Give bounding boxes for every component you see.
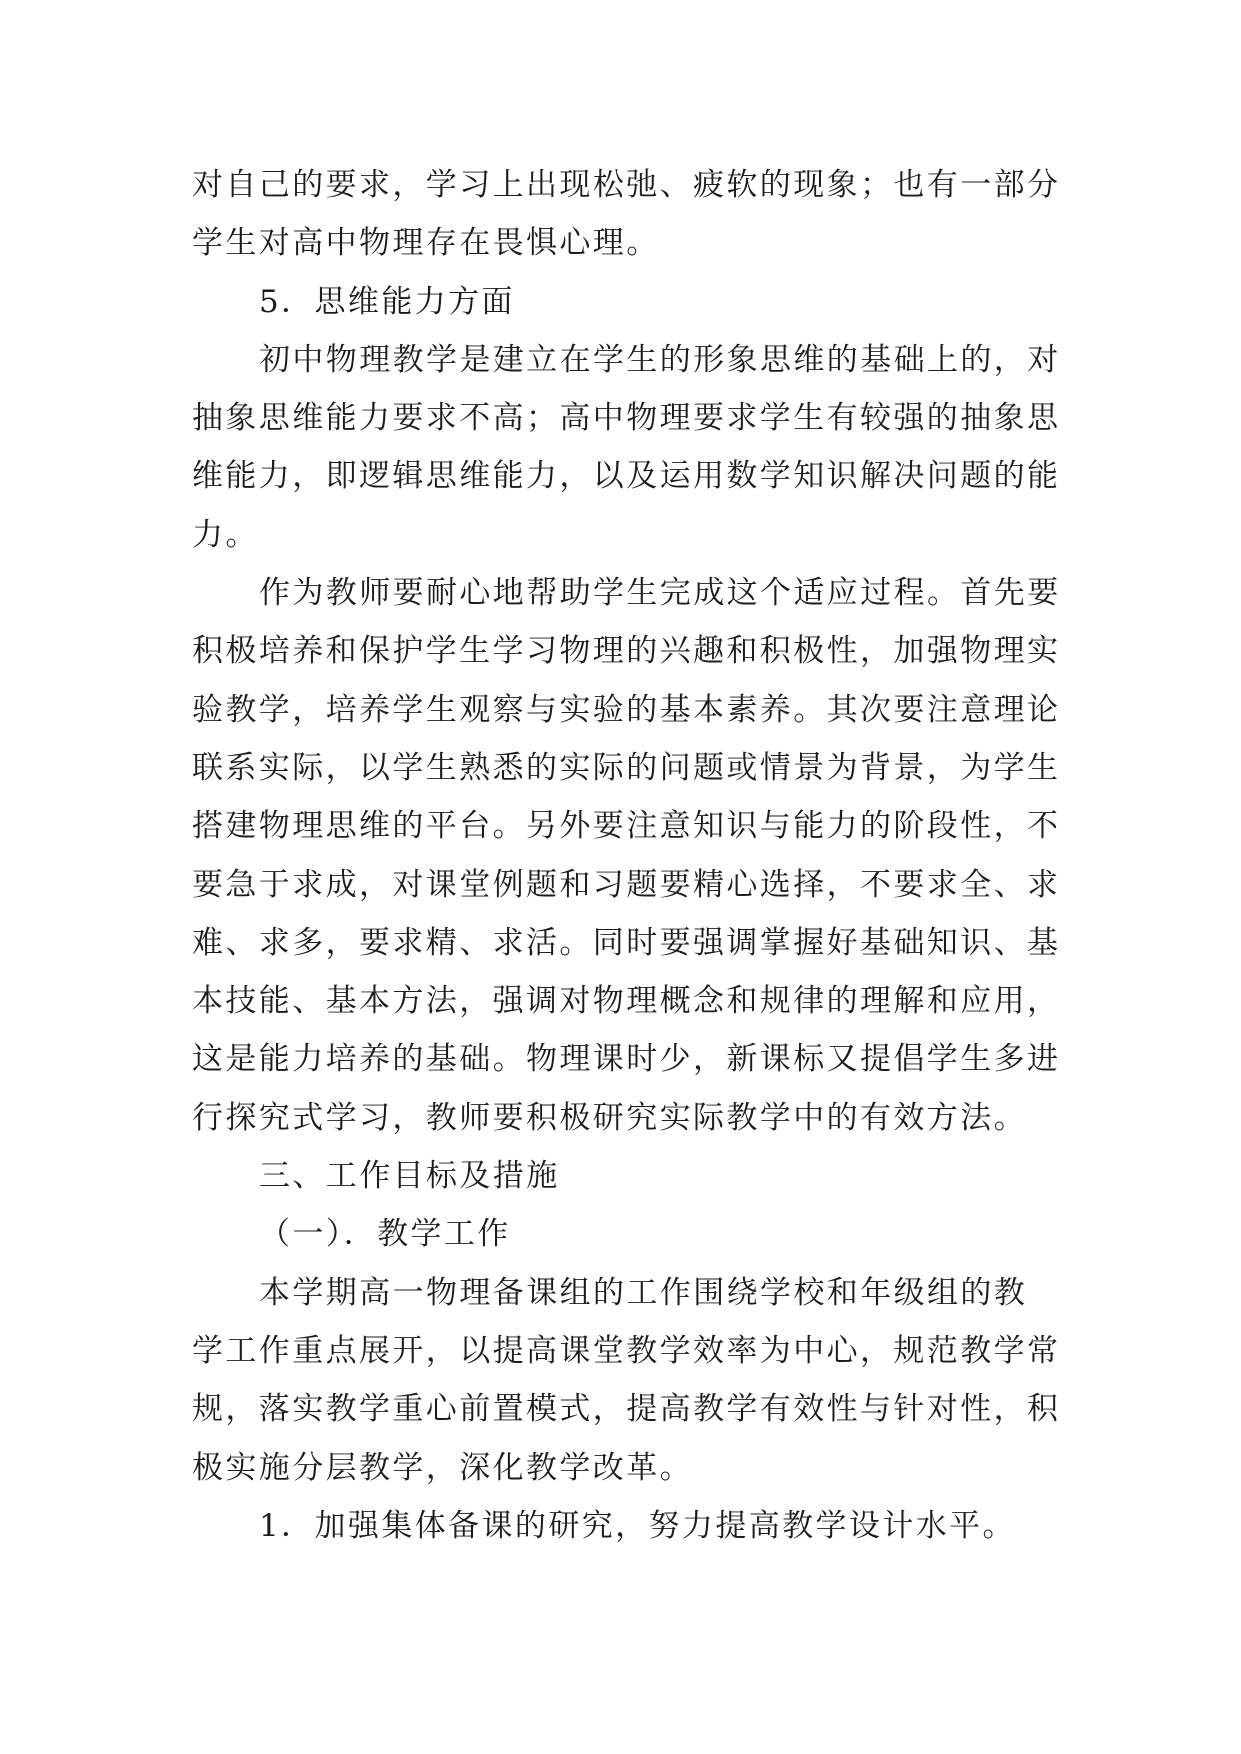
text-line: 搭建物理思维的平台。另外要注意知识与能力的阶段性，不 bbox=[192, 808, 1061, 845]
section-heading bbox=[192, 273, 1072, 331]
text-line: 行探究式学习，教师要积极研究实际教学中的有效方法。 bbox=[192, 1099, 1027, 1136]
text-line: 积极培养和保护学生学习物理的兴趣和积极性，加强物理实 bbox=[192, 633, 1061, 670]
section-heading bbox=[192, 1147, 1072, 1205]
paragraph bbox=[192, 1264, 1072, 1497]
text-line: 力。 bbox=[192, 516, 259, 553]
text-line: 这是能力培养的基础。物理课时少，新课标又提倡学生多进 bbox=[192, 1041, 1061, 1078]
text-line: 1．加强集体备课的研究，努力提高教学设计水平。 bbox=[259, 1507, 1016, 1544]
text-line: 要急于求成，对课堂例题和习题要精心选择，不要求全、求 bbox=[192, 866, 1061, 903]
text-line: 5．思维能力方面 bbox=[259, 283, 515, 320]
text-line: 本技能、基本方法，强调对物理概念和规律的理解和应用， bbox=[192, 983, 1061, 1020]
text-line: 验教学，培养学生观察与实验的基本素养。其次要注意理论 bbox=[192, 691, 1061, 728]
text-line: 规，落实教学重心前置模式，提高教学有效性与针对性，积 bbox=[192, 1391, 1061, 1428]
text-line: 学生对高中物理存在畏惧心理。 bbox=[192, 225, 660, 262]
subsection-heading bbox=[192, 1205, 1072, 1263]
text-line: 学工作重点展开，以提高课堂教学效率为中心，规范教学常 bbox=[192, 1332, 1061, 1369]
text-line: 抽象思维能力要求不高；高中物理要求学生有较强的抽象思 bbox=[192, 400, 1061, 437]
document-body bbox=[192, 156, 1072, 1555]
text-line: 联系实际，以学生熟悉的实际的问题或情景为背景，为学生 bbox=[192, 749, 1061, 786]
paragraph bbox=[192, 564, 1072, 1147]
text-line: 极实施分层教学，深化教学改革。 bbox=[192, 1449, 693, 1486]
text-line: 本学期高一物理备课组的工作围绕学校和年级组的教 bbox=[259, 1274, 1028, 1311]
paragraph bbox=[192, 156, 1072, 273]
text-line: 三、工作目标及措施 bbox=[259, 1158, 560, 1195]
text-line: 作为教师要耐心地帮助学生完成这个适应过程。首先要 bbox=[259, 575, 1061, 612]
text-line: 初中物理教学是建立在学生的形象思维的基础上的，对 bbox=[259, 341, 1061, 378]
list-item-heading bbox=[192, 1497, 1072, 1555]
paragraph bbox=[192, 331, 1072, 564]
text-line: 难、求多，要求精、求活。同时要强调掌握好基础知识、基 bbox=[192, 924, 1061, 961]
text-line: （一）．教学工作 bbox=[259, 1216, 511, 1253]
text-line: 维能力，即逻辑思维能力，以及运用数学知识解决问题的能 bbox=[192, 458, 1061, 495]
text-line: 对自己的要求，学习上出现松弛、疲软的现象；也有一部分 bbox=[192, 167, 1061, 203]
